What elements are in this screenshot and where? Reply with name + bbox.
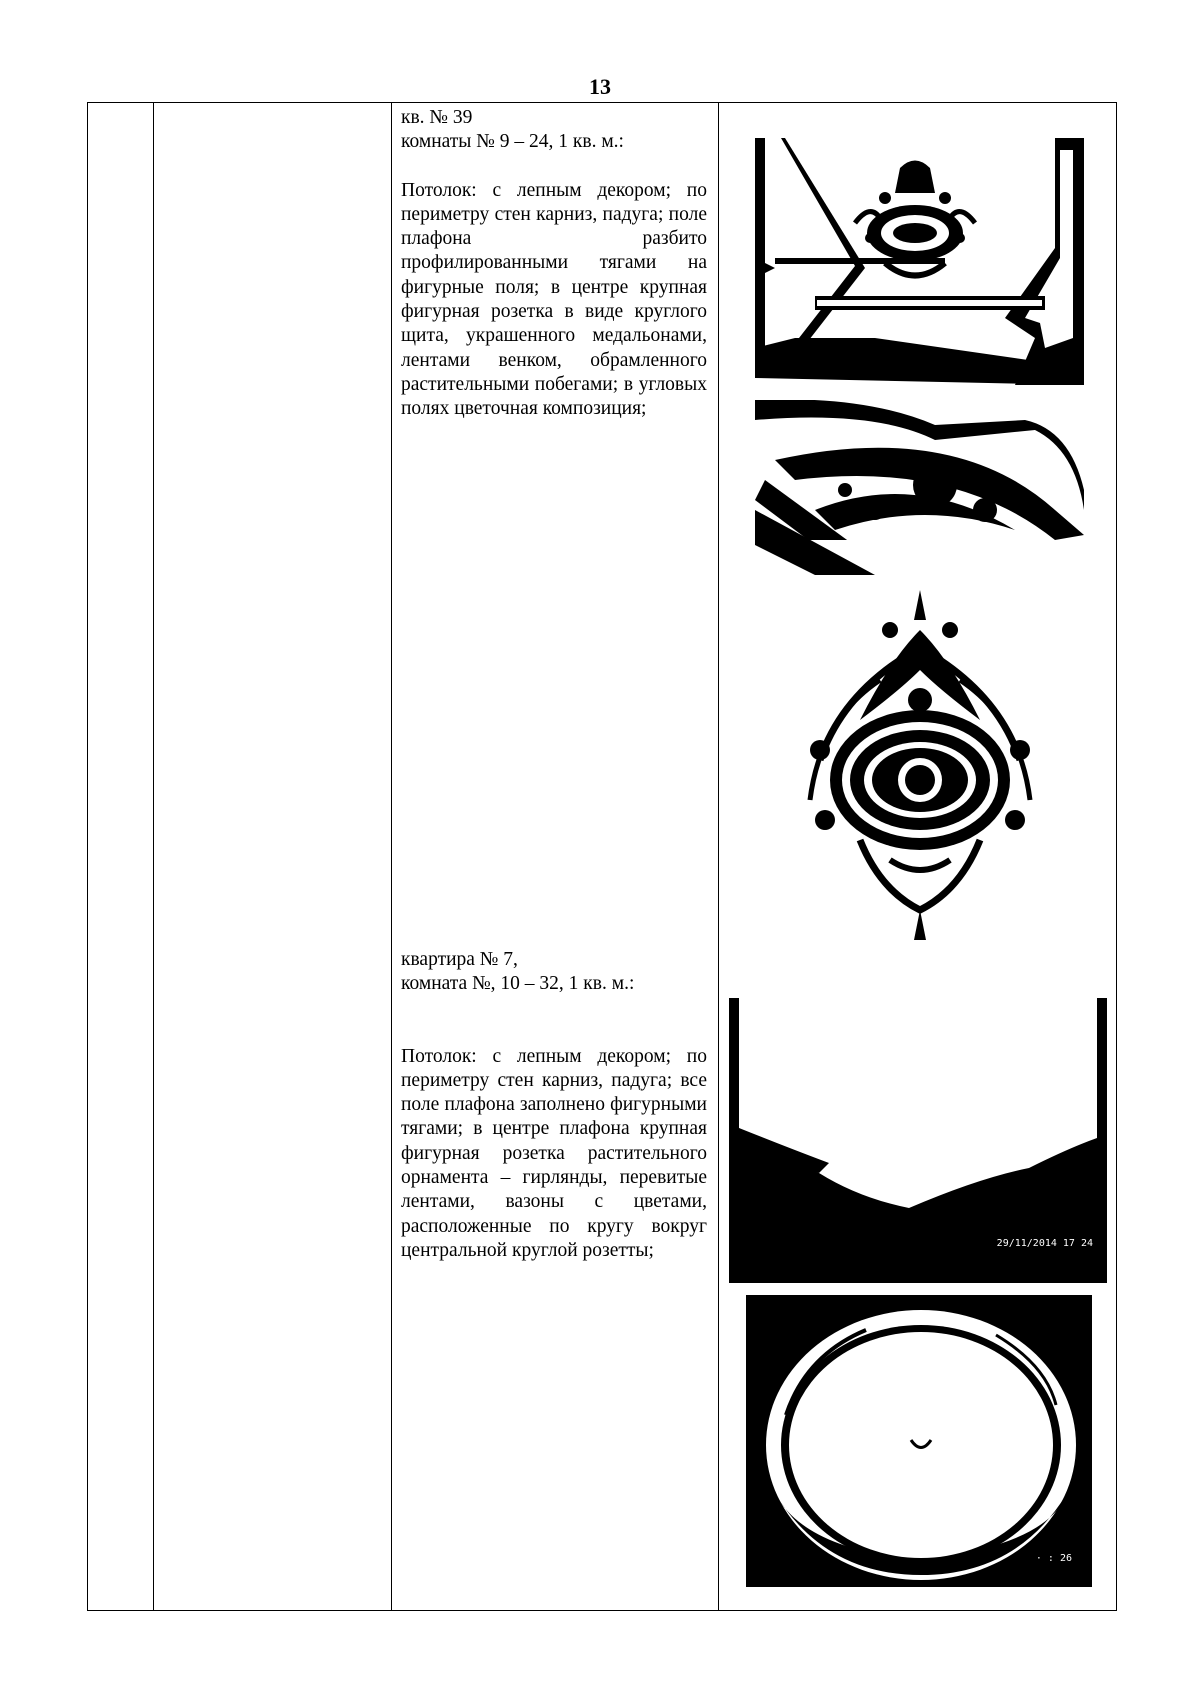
entry-description: Потолок: с лепным декором; по периметру стен карниз, падуга; все поле плафона заполнено фигурными тягами; в центре плафона крупная фигурная розетка растительного орнамента – гирлянды, перевитые лентами, вазоны с цветами, расположенные по кругу вокруг центральной круглой розетты; bbox=[401, 1045, 707, 1261]
column-divider bbox=[391, 103, 392, 1610]
column-divider bbox=[153, 103, 154, 1610]
ceiling-photo-2 bbox=[755, 400, 1084, 575]
page-number: 13 bbox=[589, 74, 611, 99]
entry-heading: квартира № 7, bbox=[401, 949, 518, 970]
ceiling-photo-4 bbox=[746, 1295, 1092, 1587]
entry-subheading: комнаты № 9 – 24, 1 кв. м.: bbox=[401, 131, 624, 153]
photo-timestamp: · : 26 bbox=[1035, 1553, 1072, 1564]
entry-apt7 bbox=[401, 948, 707, 1263]
column-divider bbox=[718, 103, 719, 1610]
ceiling-photo-3 bbox=[729, 998, 1107, 1283]
entry-subheading: комната №, 10 – 32, 1 кв. м.: bbox=[401, 973, 635, 995]
rosette-drawing bbox=[800, 590, 1040, 945]
entry-heading: кв. № 39 bbox=[401, 107, 473, 128]
ceiling-photo-1 bbox=[755, 138, 1084, 385]
entry-description: Потолок: с лепным декором; по периметру стен карниз, падуга; поле плафона разбито профилированными тягами на фигурные поля; в центре крупная фигурная розетка в виде круглого щита, украшенного медальонами, лентами венком, обрамленного растительными побегами; в угловых полях цветочная композиция; bbox=[401, 179, 707, 420]
entry-apt39 bbox=[401, 106, 707, 422]
photo-timestamp: 29/11/2014 17 24 bbox=[996, 1238, 1093, 1249]
